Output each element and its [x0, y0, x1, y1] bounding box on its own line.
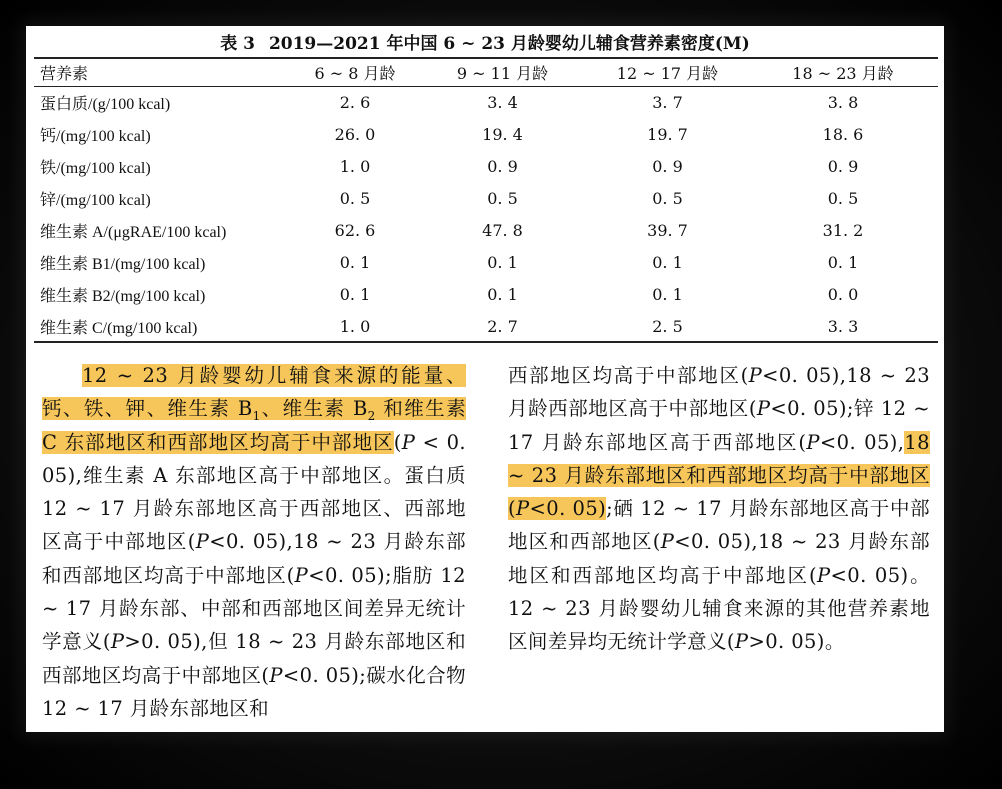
- nutrient-name: 维生素 B1/(mg/100 kcal): [40, 255, 206, 273]
- table-cell: 3. 7: [652, 92, 683, 112]
- table-cell: 2. 5: [652, 316, 683, 336]
- paragraph: 西部地区均高于中部地区(P<0. 05),18 ~ 23 月龄西部地区高于中部地区(P<0. 05);锌 12 ~ 17 月龄东部地区高于西部地区(P<0. 05),18 ~ 23 月龄东部地区和西部地区均高于中部地区(P<0. 05);硒 12 ~ 17 月龄东部地区高于中部地区和西部地区(P<0. 05),18 ~ 23 月龄东部地区和西部地区均高于中部地区(P<0. 05)。12 ~ 23 月龄婴幼儿辅食来源的其他营养素地区间差异均无统计学意义(P>0. 05)。: [508, 364, 931, 654]
- paragraph: 12 ~ 23 月龄婴幼儿辅食来源的能量、钙、铁、钾、维生素 $B_1$、维生素 $B_2$ 和维生素 C 东部地区和西部地区均高于中部地区(P < 0. 05),维生素 A 东部地区高于中部地区。蛋白质 12 ~ 17 月龄东部地区高于西部地区、西部地区高于中部地区(P<0. 05),18 ~ 23 月龄东部和西部地区均高于中部地区(P<0. 05);脂肪 12 ~ 17 月龄东部、中部和西部地区间差异无统计学意义(P>0. 05),但 18 ~ 23 月龄东部地区和西部地区均高于中部地区(P<0. 05);碳水化合物 12 ~ 17 月龄东部地区和: [42, 364, 467, 720]
- nutrient-name: 钙/(mg/100 kcal): [40, 127, 151, 145]
- table-cell: 2. 6: [339, 92, 371, 112]
- table-cell: 0. 1: [652, 284, 683, 304]
- table-cell: 31. 2: [822, 220, 864, 240]
- table-cell: 0. 5: [827, 188, 859, 208]
- highlighted-text: 12 ~ 23 月龄婴幼儿辅食来源的能量、钙、铁、钾、维生素 $B_1$、维生素 $B_2$ 和维生素 C 东部地区和西部地区均高于中部地区: [42, 364, 466, 454]
- nutrient-name: 维生素 B2/(mg/100 kcal): [40, 287, 206, 305]
- table-cell: 19. 7: [647, 124, 688, 144]
- header-18-23-months: 18 ~ 23 月龄: [792, 64, 894, 83]
- table-cell: 0. 9: [652, 156, 683, 176]
- table-row: [40, 86, 936, 118]
- header-12-17-months: 12 ~ 17 月龄: [616, 64, 719, 83]
- nutrient-density-table: [40, 59, 936, 342]
- table-cell: 0. 9: [487, 156, 518, 176]
- table-cell: 1. 0: [339, 316, 371, 336]
- table-caption: [26, 29, 944, 54]
- table-cell: 26. 0: [334, 124, 376, 144]
- table-cell: 3. 4: [487, 92, 518, 112]
- table-cell: 3. 8: [827, 92, 859, 112]
- table-cell: 0. 1: [827, 252, 859, 272]
- highlighted-text: 18 ~ 23 月龄东部地区和西部地区均高于中部地区(P<0. 05): [508, 430, 930, 521]
- table-number: 表 3: [220, 34, 255, 54]
- nutrient-name: 锌/(mg/100 kcal): [40, 191, 151, 209]
- table-cell: 0. 5: [487, 188, 518, 208]
- header-9-11-months: 9 ~ 11 月龄: [456, 64, 549, 83]
- table-row: [40, 182, 936, 214]
- table-row: [40, 246, 936, 278]
- header-nutrient: 营养素: [40, 64, 89, 83]
- table-row: [40, 118, 936, 150]
- table-cell: 0. 1: [339, 252, 371, 272]
- table-cell: 0. 5: [339, 188, 371, 208]
- table-cell: 62. 6: [334, 220, 376, 240]
- table-cell: 39. 7: [647, 220, 688, 240]
- table-cell: 3. 3: [827, 316, 859, 336]
- document-page: [26, 26, 944, 732]
- body-text-left-column: [42, 359, 466, 725]
- nutrient-name: 维生素 A/(μgRAE/100 kcal): [40, 223, 227, 241]
- table-cell: 0. 1: [652, 252, 683, 272]
- table-row: [40, 150, 936, 182]
- table-cell: 0. 9: [827, 156, 859, 176]
- table-cell: 0. 1: [487, 284, 518, 304]
- table-cell: 0. 0: [827, 284, 859, 304]
- table-cell: 1. 0: [339, 156, 371, 176]
- table-cell: 18. 6: [822, 124, 864, 144]
- table-row: [40, 214, 936, 246]
- table-title: 2019—2021 年中国 6 ~ 23 月龄婴幼儿辅食营养素密度(M): [268, 34, 750, 54]
- table-cell: 2. 7: [487, 316, 518, 336]
- table-row: [40, 278, 936, 310]
- table-cell: 0. 5: [652, 188, 683, 208]
- table-row: [40, 310, 936, 342]
- table-header-row: [40, 59, 936, 86]
- nutrient-name: 铁/(mg/100 kcal): [40, 159, 151, 177]
- table-cell: 19. 4: [482, 124, 523, 144]
- table-cell: 0. 1: [339, 284, 371, 304]
- nutrient-name: 蛋白质/(g/100 kcal): [40, 95, 171, 113]
- table-cell: 0. 1: [487, 252, 518, 272]
- nutrient-name: 维生素 C/(mg/100 kcal): [40, 319, 198, 337]
- body-text-right-column: [508, 359, 930, 659]
- table-cell: 47. 8: [482, 220, 523, 240]
- header-6-8-months: 6 ~ 8 月龄: [314, 64, 396, 83]
